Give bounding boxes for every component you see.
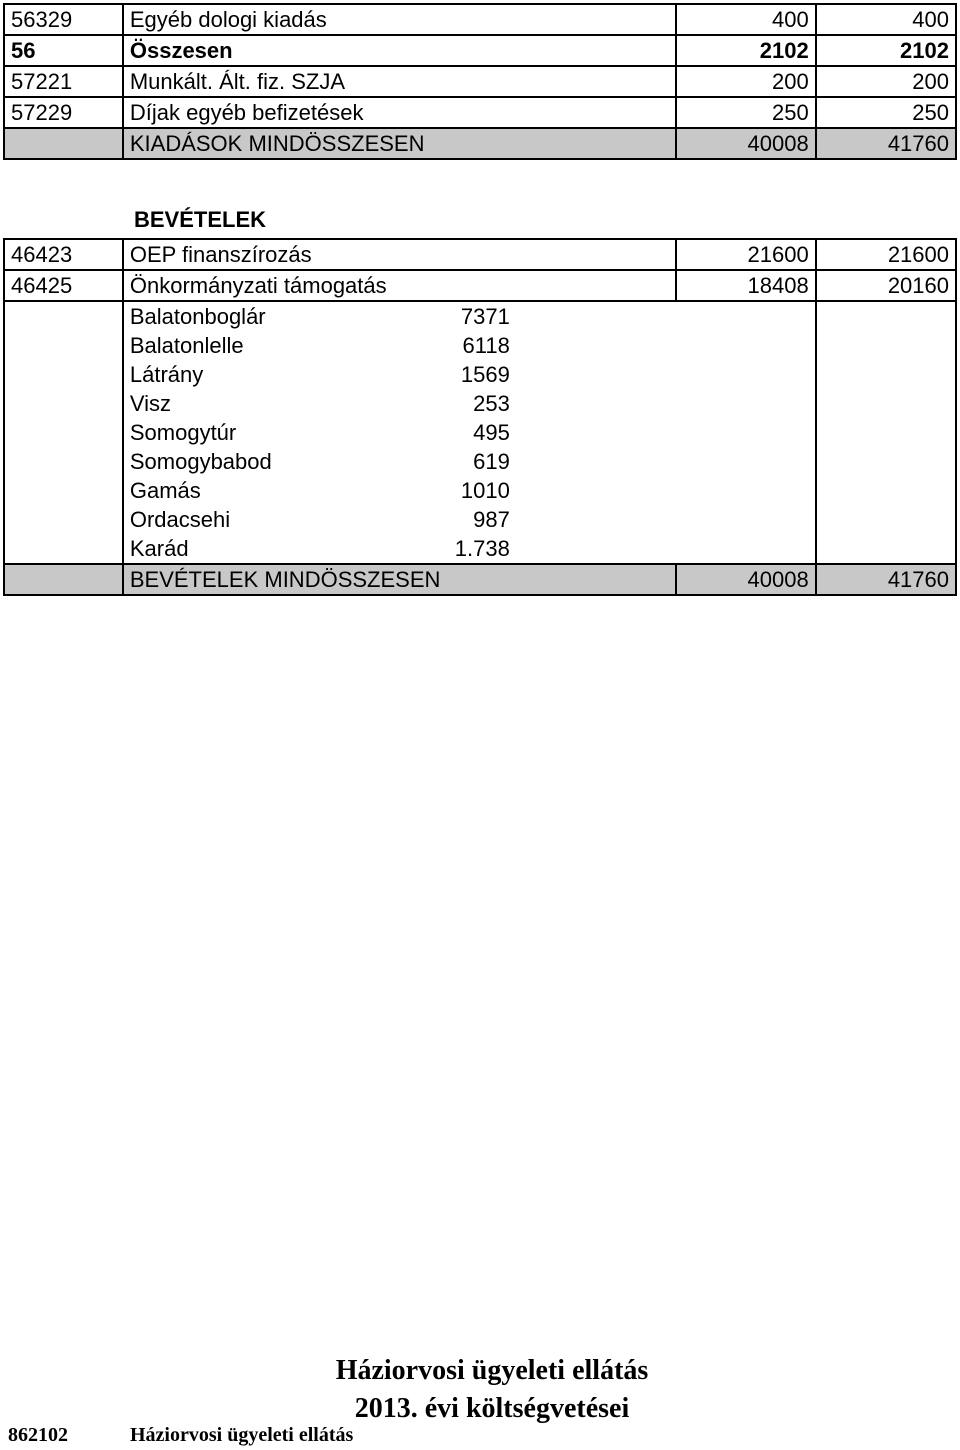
municipality-value: 7371 bbox=[460, 304, 510, 329]
row-value-1: 200 bbox=[676, 66, 815, 97]
row-code: 46423 bbox=[4, 239, 123, 270]
income-section bbox=[3, 238, 957, 596]
total-value-2: 41760 bbox=[816, 564, 956, 595]
row-value-1: 21600 bbox=[676, 239, 815, 270]
row-value-2: 2102 bbox=[816, 35, 956, 66]
row-value-1: 400 bbox=[676, 4, 815, 35]
municipality-value: 1569 bbox=[460, 362, 510, 387]
municipality-name: Somogytúr bbox=[129, 420, 237, 445]
table-row bbox=[4, 35, 956, 66]
table-row bbox=[4, 97, 956, 128]
income-heading: BEVÉTELEK bbox=[134, 207, 267, 232]
table-row bbox=[4, 270, 956, 301]
municipality-row bbox=[4, 505, 956, 534]
row-value-1: 2102 bbox=[676, 35, 815, 66]
total-value-2: 41760 bbox=[816, 128, 956, 159]
expenses-section bbox=[3, 3, 957, 160]
municipality-value: 6118 bbox=[462, 333, 510, 358]
municipality-value: 619 bbox=[473, 449, 510, 474]
row-value-2: 20160 bbox=[816, 270, 956, 301]
total-value-1: 40008 bbox=[676, 564, 815, 595]
table-row bbox=[4, 66, 956, 97]
footer-code: 862102 bbox=[8, 1424, 68, 1446]
municipality-row bbox=[4, 476, 956, 505]
income-total-row bbox=[4, 564, 956, 595]
row-value-2: 21600 bbox=[816, 239, 956, 270]
municipality-value: 495 bbox=[473, 420, 510, 445]
row-code: 57221 bbox=[4, 66, 123, 97]
municipality-row bbox=[4, 534, 956, 564]
row-code: 57229 bbox=[4, 97, 123, 128]
total-label: BEVÉTELEK MINDÖSSZESEN bbox=[123, 564, 677, 595]
row-name: Összesen bbox=[123, 35, 677, 66]
footer-title-line-1: Háziorvosi ügyeleti ellátás bbox=[335, 1355, 649, 1386]
total-value-1: 40008 bbox=[676, 128, 815, 159]
municipality-name: Balatonboglár bbox=[129, 304, 266, 329]
footer-title bbox=[312, 1352, 672, 1428]
row-name: Egyéb dologi kiadás bbox=[123, 4, 677, 35]
row-value-2: 200 bbox=[816, 66, 956, 97]
municipality-name: Somogybabod bbox=[129, 449, 272, 474]
municipality-row bbox=[4, 389, 956, 418]
table-row bbox=[4, 239, 956, 270]
municipality-name: Balatonlelle bbox=[129, 333, 244, 358]
row-code: 56 bbox=[4, 35, 123, 66]
row-name: Önkormányzati támogatás bbox=[123, 270, 677, 301]
municipality-value: 1010 bbox=[460, 478, 510, 503]
row-name: Díjak egyéb befizetések bbox=[123, 97, 677, 128]
row-value-2: 400 bbox=[816, 4, 956, 35]
row-name: Munkált. Ált. fiz. SZJA bbox=[123, 66, 677, 97]
total-label: KIADÁSOK MINDÖSSZESEN bbox=[123, 128, 677, 159]
municipality-name: Ordacsehi bbox=[129, 507, 231, 532]
municipality-value: 253 bbox=[473, 391, 510, 416]
row-code: 56329 bbox=[4, 4, 123, 35]
row-code: 46425 bbox=[4, 270, 123, 301]
municipality-row bbox=[4, 447, 956, 476]
municipality-name: Visz bbox=[129, 391, 172, 416]
row-value-1: 18408 bbox=[676, 270, 815, 301]
footer-label: Háziorvosi ügyeleti ellátás bbox=[130, 1424, 354, 1446]
footer-title-line-2: 2013. évi költségvetései bbox=[354, 1393, 630, 1424]
municipality-value: 987 bbox=[473, 507, 510, 532]
total-code-cell bbox=[4, 564, 123, 595]
row-value-2: 250 bbox=[816, 97, 956, 128]
municipality-row bbox=[4, 418, 956, 447]
row-value-1: 250 bbox=[676, 97, 815, 128]
municipality-value: 1.738 bbox=[454, 536, 510, 561]
municipality-row bbox=[4, 331, 956, 360]
table-row bbox=[4, 4, 956, 35]
municipality-row bbox=[4, 301, 956, 331]
total-code-cell bbox=[4, 128, 123, 159]
municipality-name: Gamás bbox=[129, 478, 201, 503]
expenses-total-row bbox=[4, 128, 956, 159]
income-table bbox=[3, 238, 957, 596]
row-name: OEP finanszírozás bbox=[123, 239, 677, 270]
municipality-row bbox=[4, 360, 956, 389]
municipality-name: Látrány bbox=[129, 362, 204, 387]
expenses-table bbox=[3, 3, 957, 160]
municipality-name: Karád bbox=[129, 536, 189, 561]
